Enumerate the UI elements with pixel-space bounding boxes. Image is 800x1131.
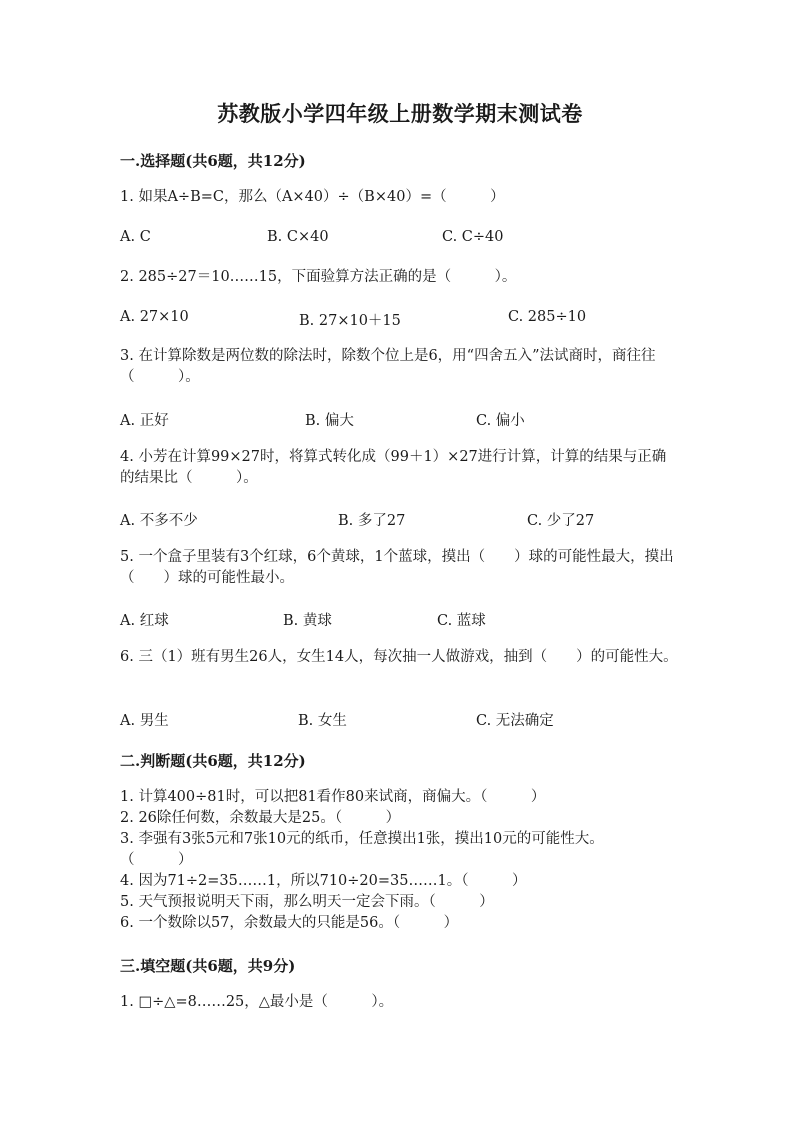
- page-title: 苏教版小学四年级上册数学期末测试卷: [217, 101, 583, 126]
- option-b: B. 女生: [298, 713, 347, 729]
- option-c: C. 蓝球: [437, 613, 486, 629]
- question-text: 1. 如果A÷B=C，那么（A×40）÷（B×40）=（ ）: [120, 189, 505, 205]
- option-b: B. C×40: [267, 229, 329, 245]
- option-a: A. 27×10: [120, 309, 189, 325]
- question-text: 6. 三（1）班有男生26人，女生14人，每次抽一人做游戏，抽到（ ）的可能性大。: [120, 649, 678, 665]
- fill-item: 1. □÷△=8……25，△最小是（ ）。: [120, 994, 394, 1010]
- option-a: A. 男生: [120, 713, 169, 729]
- option-b: B. 黄球: [283, 613, 332, 629]
- option-b: B. 偏大: [305, 413, 354, 429]
- question-text: 3. 在计算除数是两位数的除法时，除数个位上是6，用“四舍五入”法试商时，商往往（ ）。: [120, 348, 656, 385]
- option-b: B. 多了27: [338, 513, 406, 529]
- section-heading-judgement: 二.判断题(共6题，共12分): [120, 752, 306, 770]
- judgement-item: 6. 一个数除以57，余数最大的只能是56。（ ）: [120, 915, 459, 931]
- option-a: A. 红球: [120, 613, 169, 629]
- option-b: B. 27×10＋15: [299, 313, 401, 329]
- option-c: C. 285÷10: [508, 309, 587, 325]
- option-c: C. 少了27: [527, 513, 595, 529]
- judgement-item: 4. 因为71÷2=35……1，所以710÷20=35……1。（ ）: [120, 873, 527, 889]
- option-a: A. C: [120, 229, 151, 245]
- section-heading-fill: 三.填空题(共6题，共9分): [120, 957, 296, 975]
- option-a: A. 不多不少: [120, 513, 198, 529]
- question-text: 4. 小芳在计算99×27时，将算式转化成（99＋1）×27进行计算，计算的结果与正确的结果比（ ）。: [120, 449, 667, 486]
- question-text: 2. 285÷27＝10……15，下面验算方法正确的是（ ）。: [120, 269, 517, 285]
- judgement-item: 5. 天气预报说明天下雨，那么明天一定会下雨。（ ）: [120, 894, 494, 910]
- section-heading-choice: 一.选择题(共6题，共12分): [120, 152, 306, 170]
- option-c: C. 无法确定: [476, 713, 554, 729]
- option-c: C. 偏小: [476, 413, 525, 429]
- judgement-item: 1. 计算400÷81时，可以把81看作80来试商，商偏大。（ ）: [120, 789, 546, 805]
- judgement-item: 2. 26除任何数，余数最大是25。（ ）: [120, 810, 401, 826]
- judgement-item: 3. 李强有3张5元和7张10元的纸币，任意摸出1张，摸出10元的可能性大。 （ ）: [120, 831, 626, 868]
- option-a: A. 正好: [120, 413, 169, 429]
- question-text: 5. 一个盒子里装有3个红球，6个黄球，1个蓝球，摸出（ ）球的可能性最大，摸出（ ）球的可能性最小。: [120, 549, 674, 586]
- option-c: C. C÷40: [442, 229, 504, 245]
